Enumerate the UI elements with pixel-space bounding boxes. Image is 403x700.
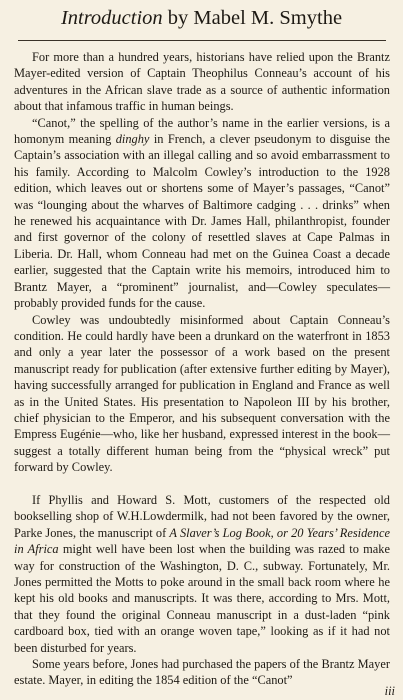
paragraph-text: Some years before, Jones had purchased the papers of the Brantz Mayer estate. Mayer, in editing the 1854 edition of the “Canot” — [14, 657, 390, 688]
body-text — [14, 49, 390, 689]
italic-text: A Slaver’s Log Book, or 20 Years’ Residence in Africa — [14, 525, 390, 557]
paragraph — [14, 115, 390, 312]
page-number: iii — [384, 684, 395, 698]
title-rule — [18, 40, 386, 41]
paragraph — [14, 312, 390, 476]
paragraph-text: If Phyllis and Howard S. Mott, customers of the respected old bookselling shop of W.H.Lowdermilk, had not been favored by the owner, Parke Jones, the manuscript of — [14, 492, 390, 540]
paragraph-text: Cowley was undoubtedly misinformed about Captain Conneau’s condition. He could hardly have been a drunkard on the waterfront in 1853 and only a year later the possessor of a work based on the present manuscript ready for publication (after extensive further editing by Mayer), having successfully arranged for publication in England and France as well as in the United States. His presentation to Napoleon III by his brother, chief physician to the Emperor, and his subsequent conversation with the Empress Eugénie—who, like her husband, expressed interest in the book—suggest a totally different human being from the “physical wreck” put forward by Cowley. — [14, 312, 390, 475]
title-italic: Introduction — [60, 7, 163, 29]
title-author: by Mabel M. Smythe — [162, 7, 343, 29]
paragraph — [14, 656, 390, 689]
paragraph-text: For more than a hundred years, historians have relied upon the Brantz Mayer-edited version of Captain Theophilus Conneau’s account of his adventures in the African slave trade as a source of authentic information about that infamous traffic in human beings. — [14, 50, 390, 114]
paragraph — [14, 492, 390, 656]
page-title — [0, 4, 403, 32]
paragraph-text: “Canot,” the spelling of the author’s name in the earlier versions, is a homonym meaning — [14, 115, 390, 147]
paragraph — [14, 49, 390, 115]
italic-text: dinghy — [115, 132, 150, 147]
paragraph-text: in French, a clever pseudonym to disguise the Captain’s association with an illegal calling and so avoid embarrassment to his family. According to Malcolm Cowley’s introduction to the 1928 edition, which leaves out or shortens some of Mayer’s passages, “Canot” was “lounging about the wharves of Baltimore cadging . . . drinks” when he renewed his acquaintance with Dr. James Hall, philanthropist, founder and first governor of the colony of resettled slaves at Cape Palmas in Liberia. Dr. Hall, whom Conneau had met on the Guinea Coast a decade earlier, suggested that the Captain write his memoirs, introduced him to Brantz Mayer, a “prominent” journalist, and—Cowley speculates—probably provided funds for the cause. — [14, 132, 390, 311]
paragraph-text: might well have been lost when the building was razed to make way for construction of the Washington, D. C., subway. Fortunately, Mr. Jones permitted the Motts to poke around in the small back room where he kept his old books and manuscripts. It was there, according to Mrs. Mott, that they found the original Conneau manuscript in a dust-laden “pink cardboard box, tied with an orange woven tape,” looking as if it had not been disturbed for years. — [14, 542, 390, 655]
